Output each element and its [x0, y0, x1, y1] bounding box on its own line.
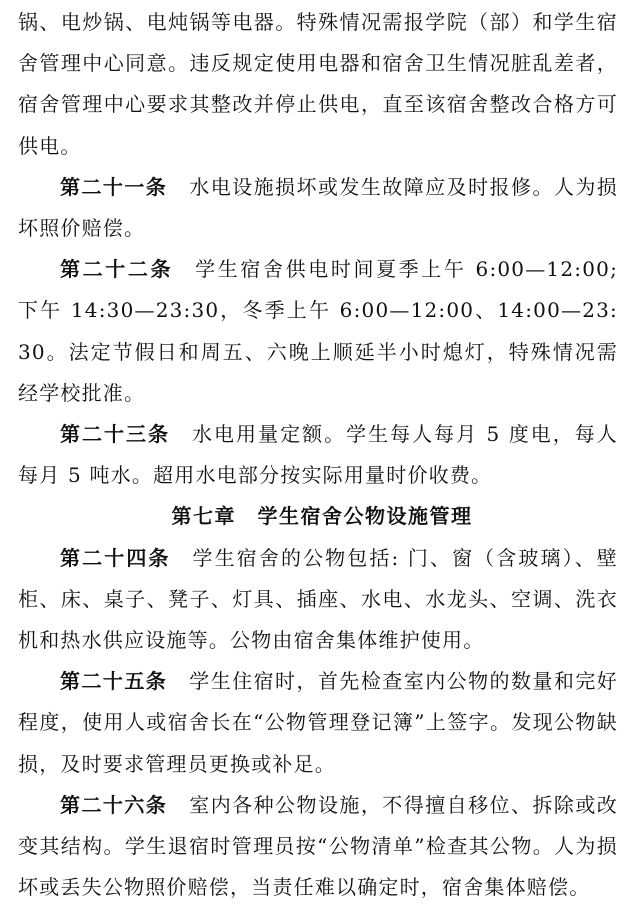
article-23 — [18, 414, 618, 496]
article-25 — [18, 661, 618, 785]
article-24 — [18, 538, 618, 662]
article-number: 第二十五条 — [60, 669, 168, 694]
article-text: 学生住宿时，首先检查室内公物的数量和完好程度，使用人或宿舍长在“公物管理登记簿”上签字。发现公物缺损，及时要求管理员更换或补足。 — [18, 669, 618, 776]
article-text: 学生宿舍的公物包括: 门、窗（含玻璃）、壁柜、床、桌子、凳子、灯具、插座、水电、水龙头、空调、洗衣机和热水供应设施等。公物由宿舍集体维护使用。 — [18, 545, 619, 653]
article-number: 第二十四条 — [60, 545, 171, 570]
article-number: 第二十六条 — [60, 792, 168, 817]
article-text: 水电用量定额。学生每人每月 5 度电，每人每月 5 吨水。超用水电部分按实际用量时价收费。 — [18, 422, 619, 488]
paragraph-continued — [18, 2, 618, 167]
article-21 — [18, 167, 618, 249]
article-26 — [18, 785, 618, 908]
article-22 — [18, 249, 618, 414]
chapter-heading: 第七章 学生宿舍公物设施管理 — [171, 504, 473, 529]
article-number: 第二十二条 — [60, 257, 174, 282]
article-number: 第二十一条 — [60, 174, 168, 199]
article-text: 室内各种公物设施，不得擅自移位、拆除或改变其结构。学生退宿时管理员按“公物清单”检查其公物。人为损坏或丢失公物照价赔偿，当责任难以确定时，宿舍集体赔偿。 — [18, 792, 618, 900]
article-text: 学生宿舍供电时间夏季上午 6:00—12:00; 下午 14:30—23:30，冬季上午 6:00—12:00、14:00—23:30。法定节假日和周五、六晚上顺延半小时熄灯，特殊情况需经学校批准。 — [18, 257, 619, 405]
article-text: 水电设施损坏或发生故障应及时报修。人为损坏照价赔偿。 — [18, 174, 618, 241]
article-number: 第二十三条 — [60, 422, 171, 447]
paragraph-text: 锅、电炒锅、电炖锅等电器。特殊情况需报学院（部）和学生宿舍管理中心同意。违反规定使用电器和宿舍卫生情况脏乱差者，宿舍管理中心要求其整改并停止供电，直至该宿舍整改合格方可供电。 — [18, 10, 618, 158]
